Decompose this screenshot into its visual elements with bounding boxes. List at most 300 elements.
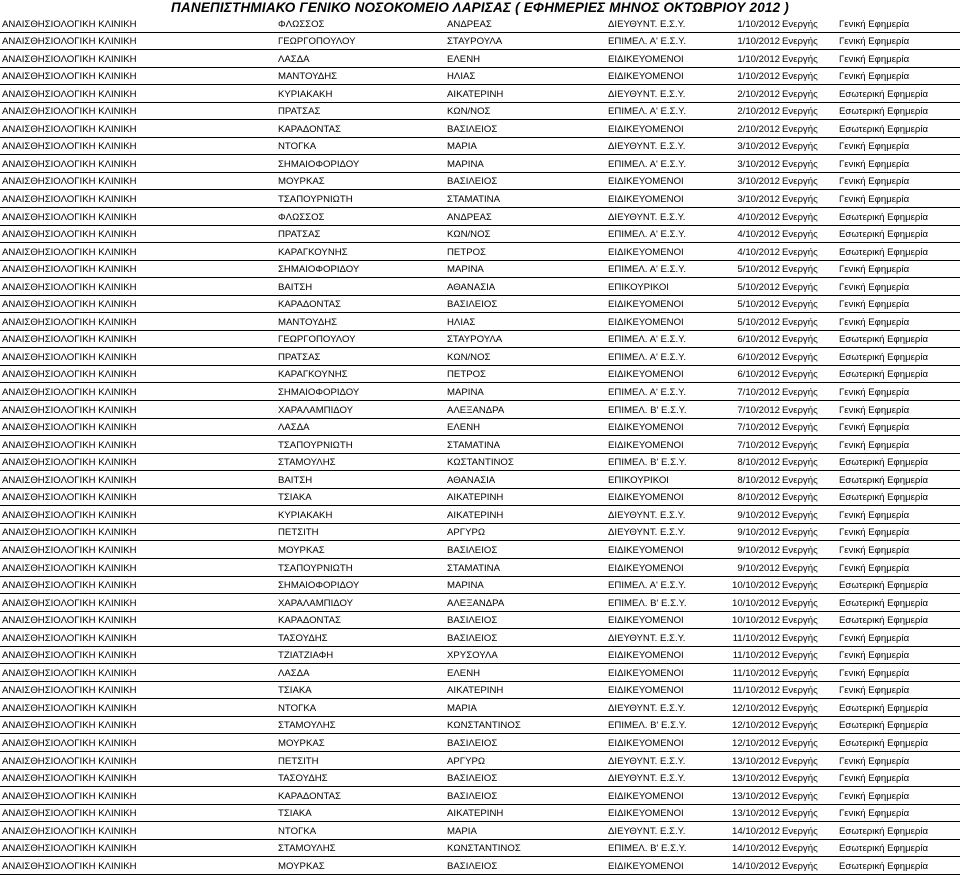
rank-cell: ΕΙΔΙΚΕΥΟΜΕΝΟΙ [606, 646, 711, 664]
duty-type-cell: Εσωτερική Εφημερία [837, 453, 960, 471]
rank-cell: ΕΠΙΜΕΛ. Β' Ε.Σ.Υ. [606, 716, 711, 734]
firstname-cell: ΜΑΡΙΝΑ [445, 155, 606, 173]
clinic-cell: ΑΝΑΙΣΘΗΣΙΟΛΟΓΙΚΗ ΚΛΙΝΙΚΗ [0, 611, 276, 629]
duty-type-cell: Εσωτερική Εφημερία [837, 594, 960, 612]
clinic-cell: ΑΝΑΙΣΘΗΣΙΟΛΟΓΙΚΗ ΚΛΙΝΙΚΗ [0, 50, 276, 68]
table-row [0, 50, 960, 68]
firstname-cell: ΣΤΑΥΡΟΥΛΑ [445, 32, 606, 50]
rank-cell: ΔΙΕΥΘΥΝΤ. Ε.Σ.Υ. [606, 629, 711, 647]
surname-cell: ΣΗΜΑΙΟΦΟΡΙΔΟΥ [276, 576, 445, 594]
surname-cell: ΝΤΟΓΚΑ [276, 137, 445, 155]
date-cell: 5/10/2012 [711, 295, 780, 313]
date-cell: 1/10/2012 [711, 67, 780, 85]
status-cell: Ενεργής [780, 401, 837, 419]
status-cell: Ενεργής [780, 278, 837, 296]
clinic-cell: ΑΝΑΙΣΘΗΣΙΟΛΟΓΙΚΗ ΚΛΙΝΙΚΗ [0, 208, 276, 226]
firstname-cell: ΑΙΚΑΤΕΡΙΝΗ [445, 506, 606, 524]
duty-type-cell: Γενική Εφημερία [837, 383, 960, 401]
rank-cell: ΕΠΙΚΟΥΡΙΚΟΙ [606, 471, 711, 489]
surname-cell: ΜΑΝΤΟΥΔΗΣ [276, 67, 445, 85]
date-cell: 3/10/2012 [711, 137, 780, 155]
status-cell: Ενεργής [780, 418, 837, 436]
rank-cell: ΕΙΔΙΚΕΥΟΜΕΝΟΙ [606, 558, 711, 576]
table-row [0, 365, 960, 383]
rank-cell: ΕΙΔΙΚΕΥΟΜΕΝΟΙ [606, 365, 711, 383]
firstname-cell: ΑΝΔΡΕΑΣ [445, 15, 606, 32]
status-cell: Ενεργής [780, 576, 837, 594]
duty-type-cell: Εσωτερική Εφημερία [837, 102, 960, 120]
status-cell: Ενεργής [780, 594, 837, 612]
date-cell: 11/10/2012 [711, 664, 780, 682]
table-row [0, 629, 960, 647]
rank-cell: ΕΠΙΜΕΛ. Β' Ε.Σ.Υ. [606, 839, 711, 857]
surname-cell: ΠΕΤΣΙΤΗ [276, 523, 445, 541]
duty-type-cell: Εσωτερική Εφημερία [837, 348, 960, 366]
duty-type-cell: Εσωτερική Εφημερία [837, 85, 960, 103]
date-cell: 13/10/2012 [711, 769, 780, 787]
firstname-cell: ΣΤΑΜΑΤΙΝΑ [445, 558, 606, 576]
clinic-cell: ΑΝΑΙΣΘΗΣΙΟΛΟΓΙΚΗ ΚΛΙΝΙΚΗ [0, 418, 276, 436]
duty-type-cell: Γενική Εφημερία [837, 506, 960, 524]
surname-cell: ΤΣΙΑΚΑ [276, 488, 445, 506]
table-row [0, 208, 960, 226]
status-cell: Ενεργής [780, 85, 837, 103]
clinic-cell: ΑΝΑΙΣΘΗΣΙΟΛΟΓΙΚΗ ΚΛΙΝΙΚΗ [0, 436, 276, 454]
status-cell: Ενεργής [780, 225, 837, 243]
firstname-cell: ΕΛΕΝΗ [445, 50, 606, 68]
table-row [0, 716, 960, 734]
surname-cell: ΣΤΑΜΟΥΛΗΣ [276, 716, 445, 734]
table-row [0, 120, 960, 138]
surname-cell: ΤΖΙΑΤΖΙΑΦΗ [276, 646, 445, 664]
table-row [0, 751, 960, 769]
status-cell: Ενεργής [780, 716, 837, 734]
clinic-cell: ΑΝΑΙΣΘΗΣΙΟΛΟΓΙΚΗ ΚΛΙΝΙΚΗ [0, 664, 276, 682]
date-cell: 14/10/2012 [711, 822, 780, 840]
surname-cell: ΜΟΥΡΚΑΣ [276, 541, 445, 559]
date-cell: 7/10/2012 [711, 383, 780, 401]
duty-type-cell: Γενική Εφημερία [837, 664, 960, 682]
firstname-cell: ΜΑΡΙΑ [445, 822, 606, 840]
status-cell: Ενεργής [780, 541, 837, 559]
surname-cell: ΜΟΥΡΚΑΣ [276, 172, 445, 190]
clinic-cell: ΑΝΑΙΣΘΗΣΙΟΛΟΓΙΚΗ ΚΛΙΝΙΚΗ [0, 120, 276, 138]
rank-cell: ΕΙΔΙΚΕΥΟΜΕΝΟΙ [606, 541, 711, 559]
status-cell: Ενεργής [780, 330, 837, 348]
firstname-cell: ΜΑΡΙΝΑ [445, 260, 606, 278]
rank-cell: ΕΙΔΙΚΕΥΟΜΕΝΟΙ [606, 243, 711, 261]
status-cell: Ενεργής [780, 488, 837, 506]
firstname-cell: ΜΑΡΙΑ [445, 137, 606, 155]
date-cell: 7/10/2012 [711, 418, 780, 436]
clinic-cell: ΑΝΑΙΣΘΗΣΙΟΛΟΓΙΚΗ ΚΛΙΝΙΚΗ [0, 471, 276, 489]
rank-cell: ΕΙΔΙΚΕΥΟΜΕΝΟΙ [606, 787, 711, 805]
table-row [0, 67, 960, 85]
duty-type-cell: Εσωτερική Εφημερία [837, 611, 960, 629]
clinic-cell: ΑΝΑΙΣΘΗΣΙΟΛΟΓΙΚΗ ΚΛΙΝΙΚΗ [0, 278, 276, 296]
rank-cell: ΕΠΙΜΕΛ. Α' Ε.Σ.Υ. [606, 348, 711, 366]
rank-cell: ΕΙΔΙΚΕΥΟΜΕΝΟΙ [606, 120, 711, 138]
date-cell: 2/10/2012 [711, 102, 780, 120]
status-cell: Ενεργής [780, 313, 837, 331]
duty-type-cell: Εσωτερική Εφημερία [837, 716, 960, 734]
clinic-cell: ΑΝΑΙΣΘΗΣΙΟΛΟΓΙΚΗ ΚΛΙΝΙΚΗ [0, 330, 276, 348]
surname-cell: ΝΤΟΓΚΑ [276, 822, 445, 840]
rank-cell: ΕΙΔΙΚΕΥΟΜΕΝΟΙ [606, 67, 711, 85]
firstname-cell: ΒΑΣΙΛΕΙΟΣ [445, 787, 606, 805]
date-cell: 5/10/2012 [711, 278, 780, 296]
duty-type-cell: Γενική Εφημερία [837, 523, 960, 541]
duty-type-cell: Γενική Εφημερία [837, 769, 960, 787]
status-cell: Ενεργής [780, 611, 837, 629]
rank-cell: ΕΙΔΙΚΕΥΟΜΕΝΟΙ [606, 488, 711, 506]
surname-cell: ΣΤΑΜΟΥΛΗΣ [276, 839, 445, 857]
clinic-cell: ΑΝΑΙΣΘΗΣΙΟΛΟΓΙΚΗ ΚΛΙΝΙΚΗ [0, 102, 276, 120]
rank-cell: ΕΙΔΙΚΕΥΟΜΕΝΟΙ [606, 734, 711, 752]
clinic-cell: ΑΝΑΙΣΘΗΣΙΟΛΟΓΙΚΗ ΚΛΙΝΙΚΗ [0, 32, 276, 50]
duty-type-cell: Εσωτερική Εφημερία [837, 857, 960, 875]
surname-cell: ΛΑΣΔΑ [276, 418, 445, 436]
status-cell: Ενεργής [780, 804, 837, 822]
status-cell: Ενεργής [780, 857, 837, 875]
firstname-cell: ΕΛΕΝΗ [445, 418, 606, 436]
rank-cell: ΔΙΕΥΘΥΝΤ. Ε.Σ.Υ. [606, 523, 711, 541]
table-row [0, 699, 960, 717]
table-row [0, 155, 960, 173]
surname-cell: ΒΑΙΤΣΗ [276, 278, 445, 296]
date-cell: 6/10/2012 [711, 348, 780, 366]
rank-cell: ΔΙΕΥΘΥΝΤ. Ε.Σ.Υ. [606, 85, 711, 103]
surname-cell: ΜΟΥΡΚΑΣ [276, 857, 445, 875]
clinic-cell: ΑΝΑΙΣΘΗΣΙΟΛΟΓΙΚΗ ΚΛΙΝΙΚΗ [0, 804, 276, 822]
status-cell: Ενεργής [780, 787, 837, 805]
table-row [0, 664, 960, 682]
table-row [0, 558, 960, 576]
surname-cell: ΠΕΤΣΙΤΗ [276, 751, 445, 769]
clinic-cell: ΑΝΑΙΣΘΗΣΙΟΛΟΓΙΚΗ ΚΛΙΝΙΚΗ [0, 243, 276, 261]
duty-type-cell: Γενική Εφημερία [837, 15, 960, 32]
clinic-cell: ΑΝΑΙΣΘΗΣΙΟΛΟΓΙΚΗ ΚΛΙΝΙΚΗ [0, 646, 276, 664]
table-row [0, 769, 960, 787]
date-cell: 14/10/2012 [711, 857, 780, 875]
status-cell: Ενεργής [780, 120, 837, 138]
firstname-cell: ΑΘΑΝΑΣΙΑ [445, 471, 606, 489]
firstname-cell: ΒΑΣΙΛΕΙΟΣ [445, 769, 606, 787]
status-cell: Ενεργής [780, 15, 837, 32]
surname-cell: ΤΣΙΑΚΑ [276, 681, 445, 699]
firstname-cell: ΒΑΣΙΛΕΙΟΣ [445, 857, 606, 875]
surname-cell: ΣΗΜΑΙΟΦΟΡΙΔΟΥ [276, 383, 445, 401]
rank-cell: ΔΙΕΥΘΥΝΤ. Ε.Σ.Υ. [606, 506, 711, 524]
firstname-cell: ΑΝΔΡΕΑΣ [445, 208, 606, 226]
table-row [0, 804, 960, 822]
date-cell: 3/10/2012 [711, 155, 780, 173]
status-cell: Ενεργής [780, 383, 837, 401]
status-cell: Ενεργής [780, 523, 837, 541]
table-row [0, 190, 960, 208]
date-cell: 11/10/2012 [711, 646, 780, 664]
date-cell: 13/10/2012 [711, 804, 780, 822]
firstname-cell: ΒΑΣΙΛΕΙΟΣ [445, 295, 606, 313]
rank-cell: ΕΙΔΙΚΕΥΟΜΕΝΟΙ [606, 190, 711, 208]
table-row [0, 576, 960, 594]
duty-type-cell: Εσωτερική Εφημερία [837, 365, 960, 383]
status-cell: Ενεργής [780, 822, 837, 840]
date-cell: 11/10/2012 [711, 629, 780, 647]
rank-cell: ΔΙΕΥΘΥΝΤ. Ε.Σ.Υ. [606, 699, 711, 717]
status-cell: Ενεργής [780, 751, 837, 769]
duty-type-cell: Γενική Εφημερία [837, 32, 960, 50]
status-cell: Ενεργής [780, 102, 837, 120]
clinic-cell: ΑΝΑΙΣΘΗΣΙΟΛΟΓΙΚΗ ΚΛΙΝΙΚΗ [0, 751, 276, 769]
surname-cell: ΤΣΑΠΟΥΡΝΙΩΤΗ [276, 190, 445, 208]
clinic-cell: ΑΝΑΙΣΘΗΣΙΟΛΟΓΙΚΗ ΚΛΙΝΙΚΗ [0, 734, 276, 752]
firstname-cell: ΒΑΣΙΛΕΙΟΣ [445, 172, 606, 190]
table-row [0, 646, 960, 664]
rank-cell: ΔΙΕΥΘΥΝΤ. Ε.Σ.Υ. [606, 769, 711, 787]
rank-cell: ΔΙΕΥΘΥΝΤ. Ε.Σ.Υ. [606, 751, 711, 769]
table-row [0, 471, 960, 489]
clinic-cell: ΑΝΑΙΣΘΗΣΙΟΛΟΓΙΚΗ ΚΛΙΝΙΚΗ [0, 190, 276, 208]
surname-cell: ΤΣΙΑΚΑ [276, 804, 445, 822]
rank-cell: ΕΠΙΜΕΛ. Β' Ε.Σ.Υ. [606, 594, 711, 612]
date-cell: 5/10/2012 [711, 313, 780, 331]
surname-cell: ΦΛΩΣΣΟΣ [276, 15, 445, 32]
duty-type-cell: Εσωτερική Εφημερία [837, 822, 960, 840]
firstname-cell: ΠΕΤΡΟΣ [445, 365, 606, 383]
status-cell: Ενεργής [780, 365, 837, 383]
date-cell: 9/10/2012 [711, 506, 780, 524]
table-row [0, 172, 960, 190]
status-cell: Ενεργής [780, 260, 837, 278]
date-cell: 10/10/2012 [711, 576, 780, 594]
status-cell: Ενεργής [780, 646, 837, 664]
date-cell: 13/10/2012 [711, 751, 780, 769]
firstname-cell: ΑΛΕΞΑΝΔΡΑ [445, 594, 606, 612]
date-cell: 8/10/2012 [711, 488, 780, 506]
table-row [0, 330, 960, 348]
duty-type-cell: Γενική Εφημερία [837, 541, 960, 559]
firstname-cell: ΒΑΣΙΛΕΙΟΣ [445, 629, 606, 647]
status-cell: Ενεργής [780, 155, 837, 173]
clinic-cell: ΑΝΑΙΣΘΗΣΙΟΛΟΓΙΚΗ ΚΛΙΝΙΚΗ [0, 699, 276, 717]
date-cell: 2/10/2012 [711, 120, 780, 138]
duty-type-cell: Γενική Εφημερία [837, 558, 960, 576]
table-row [0, 787, 960, 805]
duty-type-cell: Εσωτερική Εφημερία [837, 734, 960, 752]
table-row [0, 681, 960, 699]
firstname-cell: ΚΩΝΣΤΑΝΤΙΝΟΣ [445, 839, 606, 857]
surname-cell: ΒΑΙΤΣΗ [276, 471, 445, 489]
clinic-cell: ΑΝΑΙΣΘΗΣΙΟΛΟΓΙΚΗ ΚΛΙΝΙΚΗ [0, 348, 276, 366]
surname-cell: ΠΡΑΤΣΑΣ [276, 225, 445, 243]
rank-cell: ΕΠΙΜΕΛ. Α' Ε.Σ.Υ. [606, 260, 711, 278]
surname-cell: ΓΕΩΡΓΟΠΟΥΛΟΥ [276, 32, 445, 50]
firstname-cell: ΒΑΣΙΛΕΙΟΣ [445, 541, 606, 559]
firstname-cell: ΑΡΓΥΡΩ [445, 523, 606, 541]
firstname-cell: ΒΑΣΙΛΕΙΟΣ [445, 611, 606, 629]
table-row [0, 260, 960, 278]
rank-cell: ΔΙΕΥΘΥΝΤ. Ε.Σ.Υ. [606, 822, 711, 840]
surname-cell: ΚΑΡΑΓΚΟΥΝΗΣ [276, 243, 445, 261]
rank-cell: ΕΠΙΜΕΛ. Α' Ε.Σ.Υ. [606, 383, 711, 401]
date-cell: 8/10/2012 [711, 471, 780, 489]
table-row [0, 225, 960, 243]
rank-cell: ΕΠΙΜΕΛ. Α' Ε.Σ.Υ. [606, 32, 711, 50]
surname-cell: ΧΑΡΑΛΑΜΠΙΔΟΥ [276, 401, 445, 419]
duty-type-cell: Γενική Εφημερία [837, 787, 960, 805]
surname-cell: ΧΑΡΑΛΑΜΠΙΔΟΥ [276, 594, 445, 612]
clinic-cell: ΑΝΑΙΣΘΗΣΙΟΛΟΓΙΚΗ ΚΛΙΝΙΚΗ [0, 155, 276, 173]
status-cell: Ενεργής [780, 506, 837, 524]
surname-cell: ΛΑΣΔΑ [276, 664, 445, 682]
date-cell: 1/10/2012 [711, 15, 780, 32]
date-cell: 4/10/2012 [711, 243, 780, 261]
firstname-cell: ΣΤΑΜΑΤΙΝΑ [445, 190, 606, 208]
firstname-cell: ΒΑΣΙΛΕΙΟΣ [445, 734, 606, 752]
table-row [0, 15, 960, 32]
status-cell: Ενεργής [780, 453, 837, 471]
date-cell: 12/10/2012 [711, 699, 780, 717]
firstname-cell: ΣΤΑΜΑΤΙΝΑ [445, 436, 606, 454]
status-cell: Ενεργής [780, 681, 837, 699]
duty-type-cell: Γενική Εφημερία [837, 436, 960, 454]
duty-type-cell: Εσωτερική Εφημερία [837, 208, 960, 226]
clinic-cell: ΑΝΑΙΣΘΗΣΙΟΛΟΓΙΚΗ ΚΛΙΝΙΚΗ [0, 576, 276, 594]
clinic-cell: ΑΝΑΙΣΘΗΣΙΟΛΟΓΙΚΗ ΚΛΙΝΙΚΗ [0, 15, 276, 32]
table-row [0, 243, 960, 261]
status-cell: Ενεργής [780, 243, 837, 261]
status-cell: Ενεργής [780, 137, 837, 155]
rank-cell: ΕΙΔΙΚΕΥΟΜΕΝΟΙ [606, 857, 711, 875]
surname-cell: ΚΥΡΙΑΚΑΚΗ [276, 85, 445, 103]
duty-type-cell: Γενική Εφημερία [837, 278, 960, 296]
rank-cell: ΕΙΔΙΚΕΥΟΜΕΝΟΙ [606, 295, 711, 313]
firstname-cell: ΑΛΕΞΑΝΔΡΑ [445, 401, 606, 419]
date-cell: 7/10/2012 [711, 401, 780, 419]
surname-cell: ΠΡΑΤΣΑΣ [276, 102, 445, 120]
duty-type-cell: Εσωτερική Εφημερία [837, 488, 960, 506]
table-row [0, 822, 960, 840]
firstname-cell: ΑΙΚΑΤΕΡΙΝΗ [445, 681, 606, 699]
firstname-cell: ΜΑΡΙΑ [445, 699, 606, 717]
status-cell: Ενεργής [780, 839, 837, 857]
table-row [0, 295, 960, 313]
status-cell: Ενεργής [780, 769, 837, 787]
table-row [0, 857, 960, 875]
firstname-cell: ΗΛΙΑΣ [445, 313, 606, 331]
date-cell: 4/10/2012 [711, 225, 780, 243]
table-row [0, 32, 960, 50]
clinic-cell: ΑΝΑΙΣΘΗΣΙΟΛΟΓΙΚΗ ΚΛΙΝΙΚΗ [0, 383, 276, 401]
date-cell: 9/10/2012 [711, 558, 780, 576]
rank-cell: ΔΙΕΥΘΥΝΤ. Ε.Σ.Υ. [606, 137, 711, 155]
clinic-cell: ΑΝΑΙΣΘΗΣΙΟΛΟΓΙΚΗ ΚΛΙΝΙΚΗ [0, 716, 276, 734]
duty-type-cell: Γενική Εφημερία [837, 629, 960, 647]
firstname-cell: ΑΙΚΑΤΕΡΙΝΗ [445, 488, 606, 506]
table-row [0, 401, 960, 419]
rank-cell: ΔΙΕΥΘΥΝΤ. Ε.Σ.Υ. [606, 15, 711, 32]
firstname-cell: ΧΡΥΣΟΥΛΑ [445, 646, 606, 664]
duty-type-cell: Γενική Εφημερία [837, 418, 960, 436]
table-row [0, 488, 960, 506]
clinic-cell: ΑΝΑΙΣΘΗΣΙΟΛΟΓΙΚΗ ΚΛΙΝΙΚΗ [0, 365, 276, 383]
status-cell: Ενεργής [780, 629, 837, 647]
surname-cell: ΣΗΜΑΙΟΦΟΡΙΔΟΥ [276, 155, 445, 173]
duty-type-cell: Γενική Εφημερία [837, 155, 960, 173]
duty-type-cell: Γενική Εφημερία [837, 172, 960, 190]
table-row [0, 611, 960, 629]
date-cell: 13/10/2012 [711, 787, 780, 805]
firstname-cell: ΚΩΝ/ΝΟΣ [445, 225, 606, 243]
table-row [0, 85, 960, 103]
duty-type-cell: Γενική Εφημερία [837, 751, 960, 769]
clinic-cell: ΑΝΑΙΣΘΗΣΙΟΛΟΓΙΚΗ ΚΛΙΝΙΚΗ [0, 401, 276, 419]
status-cell: Ενεργής [780, 471, 837, 489]
surname-cell: ΤΣΑΠΟΥΡΝΙΩΤΗ [276, 436, 445, 454]
clinic-cell: ΑΝΑΙΣΘΗΣΙΟΛΟΓΙΚΗ ΚΛΙΝΙΚΗ [0, 488, 276, 506]
rank-cell: ΕΙΔΙΚΕΥΟΜΕΝΟΙ [606, 436, 711, 454]
firstname-cell: ΚΩΣΤΑΝΤΙΝΟΣ [445, 453, 606, 471]
duty-type-cell: Εσωτερική Εφημερία [837, 839, 960, 857]
rank-cell: ΕΙΔΙΚΕΥΟΜΕΝΟΙ [606, 418, 711, 436]
date-cell: 1/10/2012 [711, 50, 780, 68]
surname-cell: ΝΤΟΓΚΑ [276, 699, 445, 717]
duty-type-cell: Γενική Εφημερία [837, 401, 960, 419]
status-cell: Ενεργής [780, 436, 837, 454]
firstname-cell: ΑΙΚΑΤΕΡΙΝΗ [445, 85, 606, 103]
surname-cell: ΚΑΡΑΔΟΝΤΑΣ [276, 787, 445, 805]
status-cell: Ενεργής [780, 348, 837, 366]
firstname-cell: ΚΩΝ/ΝΟΣ [445, 102, 606, 120]
clinic-cell: ΑΝΑΙΣΘΗΣΙΟΛΟΓΙΚΗ ΚΛΙΝΙΚΗ [0, 629, 276, 647]
status-cell: Ενεργής [780, 295, 837, 313]
rank-cell: ΕΠΙΜΕΛ. Α' Ε.Σ.Υ. [606, 225, 711, 243]
table-row [0, 418, 960, 436]
surname-cell: ΚΑΡΑΓΚΟΥΝΗΣ [276, 365, 445, 383]
page-title: ΠΑΝΕΠΙΣΤΗΜΙΑΚΟ ΓΕΝΙΚΟ ΝΟΣΟΚΟΜΕΙΟ ΛΑΡΙΣΑΣ ( ΕΦΗΜΕΡΙΕΣ ΜΗΝΟΣ ΟΚΤΩΒΡΙΟΥ 2012 ) [171, 0, 789, 15]
duty-type-cell: Γενική Εφημερία [837, 804, 960, 822]
rank-cell: ΕΙΔΙΚΕΥΟΜΕΝΟΙ [606, 313, 711, 331]
duty-type-cell: Γενική Εφημερία [837, 67, 960, 85]
firstname-cell: ΣΤΑΥΡΟΥΛΑ [445, 330, 606, 348]
rank-cell: ΕΙΔΙΚΕΥΟΜΕΝΟΙ [606, 50, 711, 68]
duty-type-cell: Γενική Εφημερία [837, 313, 960, 331]
table-row [0, 594, 960, 612]
date-cell: 3/10/2012 [711, 190, 780, 208]
surname-cell: ΜΑΝΤΟΥΔΗΣ [276, 313, 445, 331]
status-cell: Ενεργής [780, 699, 837, 717]
status-cell: Ενεργής [780, 32, 837, 50]
status-cell: Ενεργής [780, 172, 837, 190]
table-row [0, 453, 960, 471]
duty-type-cell: Γενική Εφημερία [837, 646, 960, 664]
surname-cell: ΚΑΡΑΔΟΝΤΑΣ [276, 611, 445, 629]
table-row [0, 348, 960, 366]
firstname-cell: ΜΑΡΙΝΑ [445, 576, 606, 594]
clinic-cell: ΑΝΑΙΣΘΗΣΙΟΛΟΓΙΚΗ ΚΛΙΝΙΚΗ [0, 137, 276, 155]
duty-type-cell: Γενική Εφημερία [837, 190, 960, 208]
duty-type-cell: Γενική Εφημερία [837, 260, 960, 278]
date-cell: 1/10/2012 [711, 32, 780, 50]
clinic-cell: ΑΝΑΙΣΘΗΣΙΟΛΟΓΙΚΗ ΚΛΙΝΙΚΗ [0, 523, 276, 541]
duty-type-cell: Εσωτερική Εφημερία [837, 330, 960, 348]
table-row [0, 523, 960, 541]
clinic-cell: ΑΝΑΙΣΘΗΣΙΟΛΟΓΙΚΗ ΚΛΙΝΙΚΗ [0, 857, 276, 875]
date-cell: 3/10/2012 [711, 172, 780, 190]
date-cell: 2/10/2012 [711, 85, 780, 103]
clinic-cell: ΑΝΑΙΣΘΗΣΙΟΛΟΓΙΚΗ ΚΛΙΝΙΚΗ [0, 787, 276, 805]
